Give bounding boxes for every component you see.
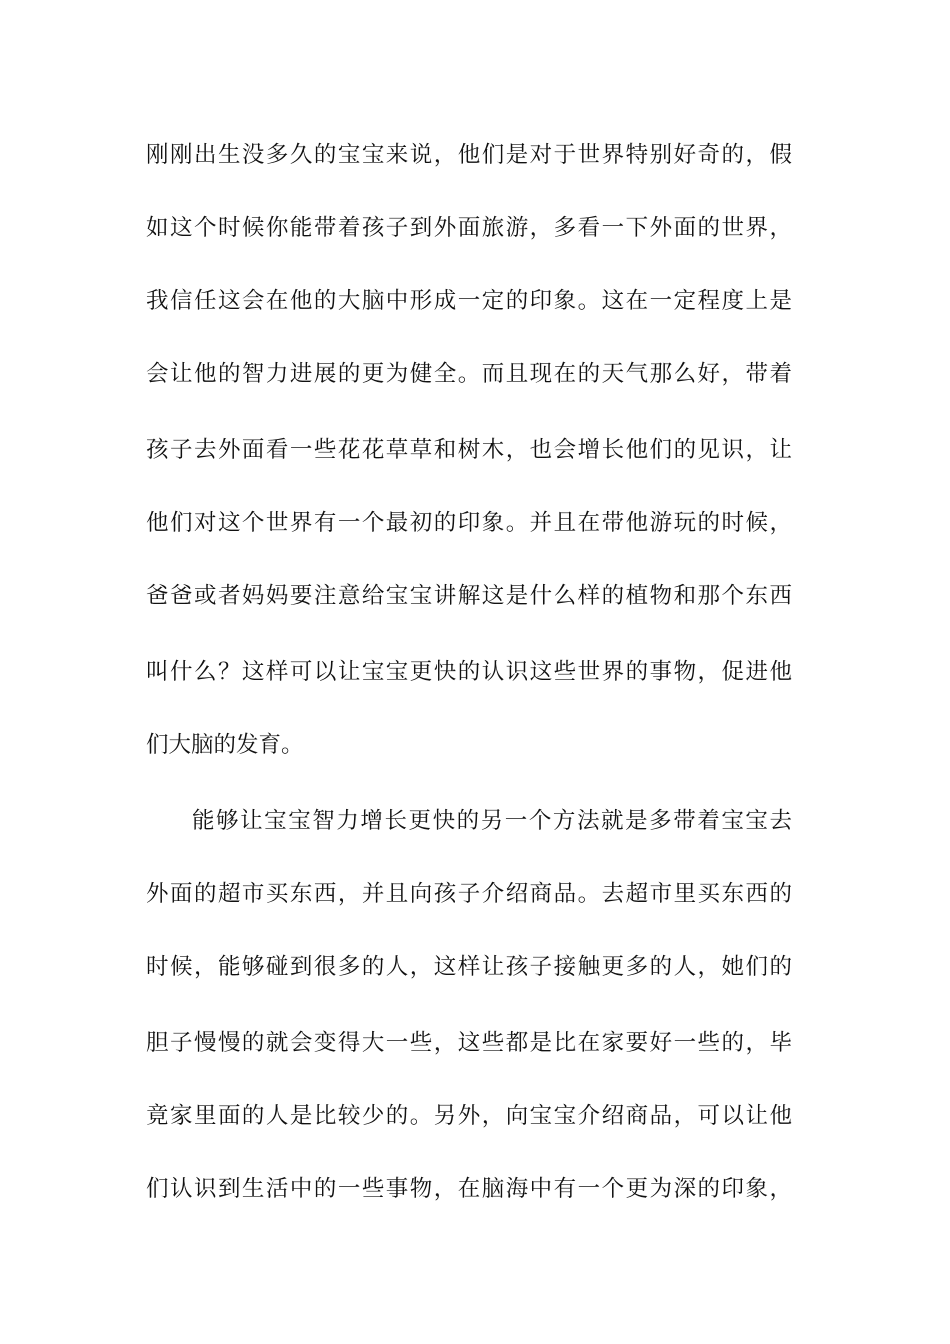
text-line: 们认识到生活中的一些事物，在脑海中有一个更为深的印象， — [146, 1176, 792, 1202]
text-line: 爸爸或者妈妈要注意给宝宝讲解这是什么样的植物和那个东西 — [146, 583, 792, 609]
text-line: 如这个时候你能带着孩子到外面旅游，多看一下外面的世界， — [146, 215, 792, 241]
text-line: 外面的超市买东西，并且向孩子介绍商品。去超市里买东西的 — [146, 881, 792, 907]
text-line: 刚刚出生没多久的宝宝来说，他们是对于世界特别好奇的，假 — [146, 142, 792, 168]
text-line: 孩子去外面看一些花花草草和树木，也会增长他们的见识，让 — [146, 437, 792, 463]
text-line: 他们对这个世界有一个最初的印象。并且在带他游玩的时候， — [146, 510, 792, 536]
text-line: 时候，能够碰到很多的人，这样让孩子接触更多的人，她们的 — [146, 954, 792, 980]
text-line: 会让他的智力进展的更为健全。而且现在的天气那么好，带着 — [146, 361, 792, 387]
text-line: 胆子慢慢的就会变得大一些，这些都是比在家要好一些的，毕 — [146, 1030, 792, 1056]
text-line: 们大脑的发育。 — [146, 732, 304, 758]
text-line: 能够让宝宝智力增长更快的另一个方法就是多带着宝宝去 — [192, 808, 792, 834]
text-line: 竟家里面的人是比较少的。另外，向宝宝介绍商品，可以让他 — [146, 1103, 792, 1129]
text-line: 叫什么？这样可以让宝宝更快的认识这些世界的事物，促进他 — [146, 659, 792, 685]
text-line: 我信任这会在他的大脑中形成一定的印象。这在一定程度上是 — [146, 288, 792, 314]
